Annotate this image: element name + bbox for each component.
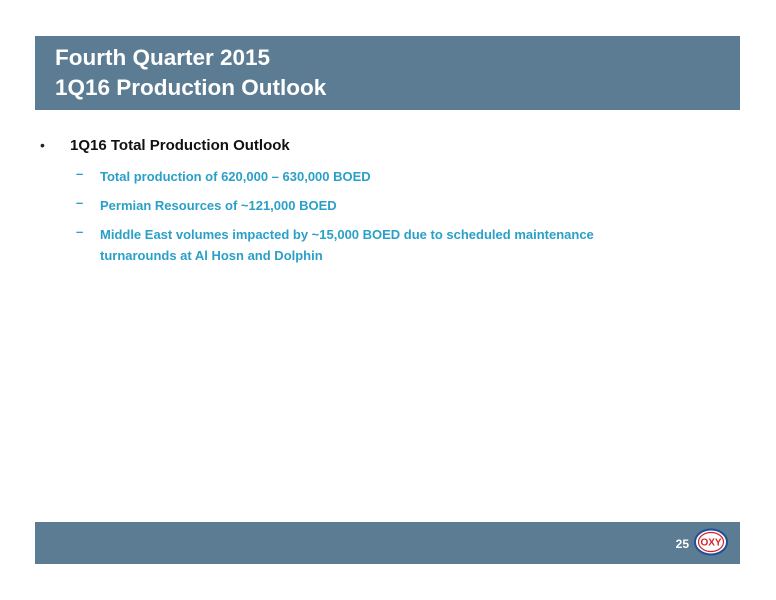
bullet-symbol: • (40, 137, 45, 153)
oxy-logo-icon (694, 528, 728, 556)
slide-title-line-1: Fourth Quarter 2015 (55, 45, 271, 70)
bullet-heading: 1Q16 Total Production Outlook (70, 137, 290, 154)
page-number: 25 (675, 537, 689, 551)
dash-symbol: – (76, 224, 84, 239)
subitem-text: Total production of 620,000 – 630,000 BOED (100, 169, 371, 184)
footer-band (35, 522, 740, 564)
subitem-text: Permian Resources of ~121,000 BOED (100, 198, 337, 213)
subitem-text: Middle East volumes impacted by ~15,000 BOED due to scheduled maintenance turnarounds at Al Hosn and Dolphin (100, 227, 594, 263)
dash-symbol: – (76, 166, 84, 181)
logo-text: OXY (700, 537, 722, 549)
slide-title-line-2: 1Q16 Production Outlook (55, 75, 327, 100)
dash-symbol: – (76, 195, 84, 210)
